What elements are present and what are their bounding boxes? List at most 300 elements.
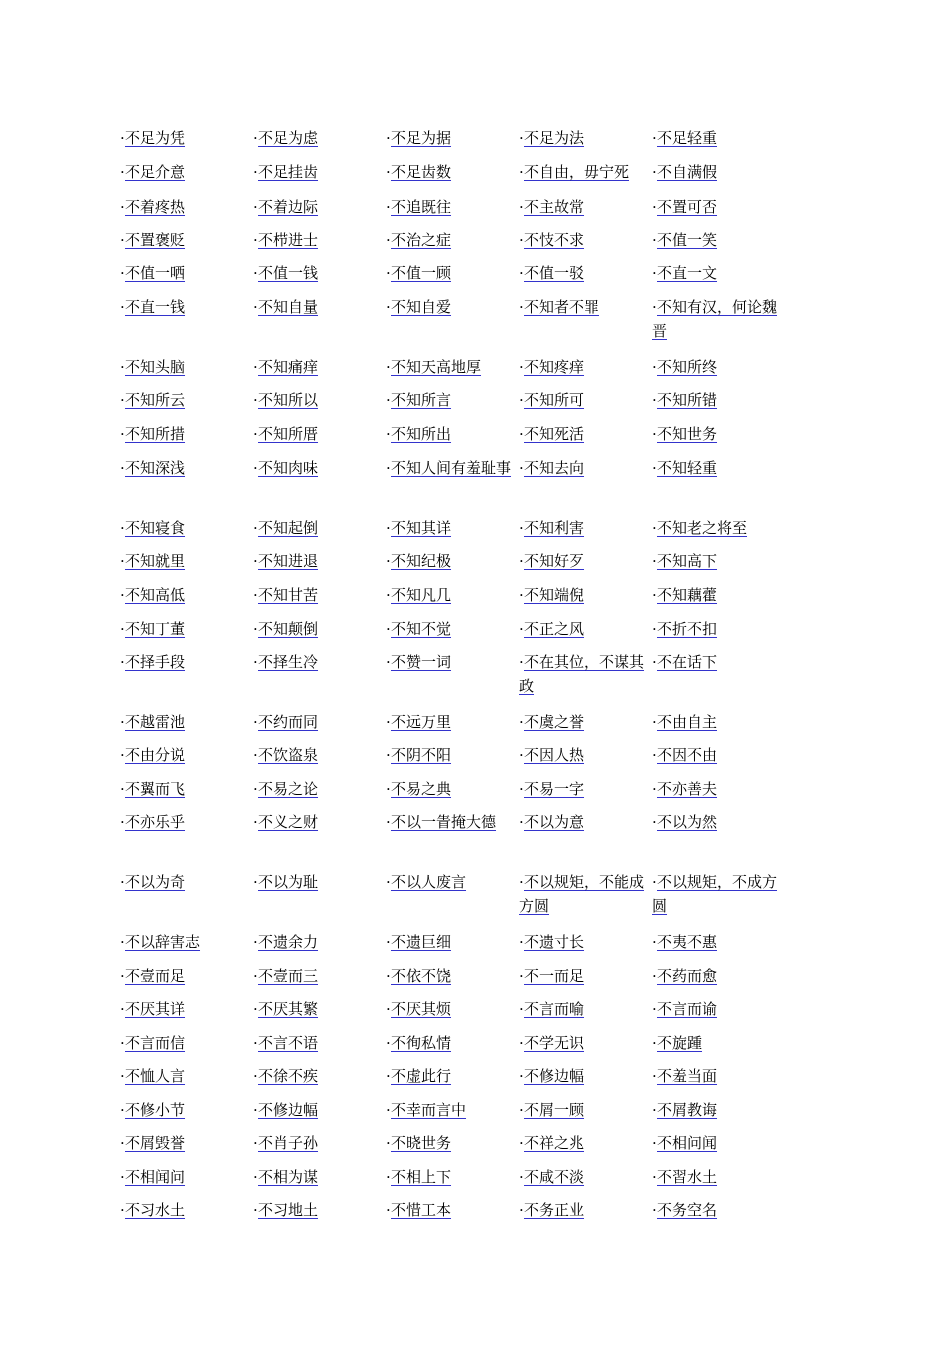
bullet: · <box>519 231 524 249</box>
idiom-link[interactable]: 不旋踵 <box>657 1034 703 1052</box>
idiom-link[interactable]: 不知所错 <box>657 391 718 409</box>
idiom-cell <box>652 516 785 540</box>
bullet: · <box>386 198 391 216</box>
bullet: · <box>386 391 391 409</box>
idiom-cell <box>386 870 519 918</box>
idiom-link[interactable]: 不知所出 <box>391 425 452 443</box>
idiom-cell <box>253 456 386 480</box>
idiom-link[interactable]: 不知高低 <box>125 586 186 604</box>
idiom-cell <box>386 617 519 641</box>
idiom-link[interactable]: 不足为法 <box>524 129 585 147</box>
idiom-cell <box>386 295 519 343</box>
bullet: · <box>120 459 125 477</box>
idiom-link[interactable]: 不以辞害志 <box>125 933 201 951</box>
idiom-link[interactable]: 不知好歹 <box>524 552 585 570</box>
idiom-link[interactable]: 不追既往 <box>391 198 452 216</box>
idiom-link[interactable]: 不知者不罪 <box>524 298 600 316</box>
idiom-link[interactable]: 不知起倒 <box>258 519 319 537</box>
idiom-cell <box>120 583 253 607</box>
idiom-link[interactable]: 不知天高地厚 <box>391 358 482 376</box>
idiom-link[interactable]: 不知老之将至 <box>657 519 748 537</box>
bullet: · <box>652 552 657 570</box>
idiom-link[interactable]: 不择手段 <box>125 653 186 671</box>
idiom-cell <box>253 126 386 150</box>
idiom-link[interactable]: 不值一驳 <box>524 264 585 282</box>
idiom-link[interactable]: 不惜工本 <box>391 1201 452 1219</box>
bullet: · <box>519 552 524 570</box>
idiom-link[interactable]: 不言而谕 <box>657 1000 718 1018</box>
idiom-link[interactable]: 不相闻问 <box>125 1168 186 1186</box>
idiom-cell <box>652 422 785 446</box>
bullet: · <box>386 1101 391 1119</box>
idiom-row <box>120 1165 785 1189</box>
idiom-cell <box>386 964 519 988</box>
idiom-link[interactable]: 不着疼热 <box>125 198 186 216</box>
idiom-link[interactable]: 不远万里 <box>391 713 452 731</box>
idiom-row <box>120 1131 785 1155</box>
bullet: · <box>519 1067 524 1085</box>
idiom-link[interactable]: 不在其位，不谋其政 <box>519 653 645 695</box>
bullet: · <box>120 1034 125 1052</box>
idiom-cell <box>253 870 386 918</box>
idiom-link[interactable]: 不由分说 <box>125 746 186 764</box>
idiom-link[interactable]: 不易一字 <box>524 780 585 798</box>
idiom-cell <box>120 1198 253 1222</box>
idiom-row <box>120 810 785 834</box>
bullet: · <box>652 933 657 951</box>
bullet: · <box>386 813 391 831</box>
bullet: · <box>386 1134 391 1152</box>
idiom-link[interactable]: 不越雷池 <box>125 713 186 731</box>
idiom-link[interactable]: 不恤人言 <box>125 1067 186 1085</box>
bullet: · <box>652 264 657 282</box>
idiom-row <box>120 997 785 1021</box>
bullet: · <box>652 129 657 147</box>
bullet: · <box>253 1034 258 1052</box>
bullet: · <box>519 620 524 638</box>
idiom-link[interactable]: 不知利害 <box>524 519 585 537</box>
idiom-link[interactable]: 不因不由 <box>657 746 718 764</box>
idiom-row <box>120 516 785 540</box>
idiom-link[interactable]: 不直一文 <box>657 264 718 282</box>
idiom-link[interactable]: 不因人热 <box>524 746 585 764</box>
idiom-cell <box>386 583 519 607</box>
idiom-cell <box>120 964 253 988</box>
idiom-link[interactable]: 不以规矩，不能成方圆 <box>519 873 645 915</box>
bullet: · <box>253 620 258 638</box>
idiom-link[interactable]: 不知疼痒 <box>524 358 585 376</box>
idiom-cell <box>519 422 652 446</box>
bullet: · <box>253 586 258 604</box>
idiom-row <box>120 870 785 918</box>
idiom-link[interactable]: 不相问闻 <box>657 1134 718 1152</box>
idiom-cell <box>253 228 386 252</box>
idiom-link[interactable]: 不翼而飞 <box>125 780 186 798</box>
idiom-row <box>120 295 785 343</box>
idiom-link[interactable]: 不修边幅 <box>524 1067 585 1085</box>
idiom-link[interactable]: 不易之典 <box>391 780 452 798</box>
idiom-cell <box>120 1031 253 1055</box>
idiom-cell <box>519 710 652 734</box>
idiom-cell <box>652 195 785 219</box>
idiom-link[interactable]: 不以规矩，不成方圆 <box>652 873 778 915</box>
idiom-link[interactable]: 不足为凭 <box>125 129 186 147</box>
idiom-link[interactable]: 不羞当面 <box>657 1067 718 1085</box>
idiom-link[interactable]: 不知所云 <box>125 391 186 409</box>
bullet: · <box>519 653 524 671</box>
idiom-cell <box>386 228 519 252</box>
idiom-link[interactable]: 不易之论 <box>258 780 319 798</box>
idiom-link[interactable]: 不务空名 <box>657 1201 718 1219</box>
idiom-link[interactable]: 不以人废言 <box>391 873 467 891</box>
idiom-link[interactable]: 不足挂齿 <box>258 163 319 181</box>
idiom-link[interactable]: 不知轻重 <box>657 459 718 477</box>
idiom-cell <box>253 964 386 988</box>
idiom-link[interactable]: 不阴不阳 <box>391 746 452 764</box>
idiom-link[interactable]: 不夷不惠 <box>657 933 718 951</box>
idiom-cell <box>519 870 652 918</box>
bullet: · <box>120 813 125 831</box>
idiom-link[interactable]: 不足介意 <box>125 163 186 181</box>
bullet: · <box>652 967 657 985</box>
idiom-link[interactable]: 不知死活 <box>524 425 585 443</box>
idiom-link[interactable]: 不习地土 <box>258 1201 319 1219</box>
idiom-link[interactable]: 不祥之兆 <box>524 1134 585 1152</box>
idiom-link[interactable]: 不知所以 <box>258 391 319 409</box>
bullet: · <box>652 519 657 537</box>
idiom-link[interactable]: 不值一顾 <box>391 264 452 282</box>
idiom-link[interactable]: 不知有汉，何论魏晋 <box>652 298 778 340</box>
idiom-cell <box>120 1131 253 1155</box>
idiom-link[interactable]: 不屑一顾 <box>524 1101 585 1119</box>
idiom-cell <box>253 388 386 412</box>
idiom-link[interactable]: 不知颠倒 <box>258 620 319 638</box>
bullet: · <box>652 1201 657 1219</box>
idiom-link[interactable]: 不足为据 <box>391 129 452 147</box>
idiom-cell <box>519 810 652 834</box>
bullet: · <box>253 813 258 831</box>
idiom-cell <box>519 1198 652 1222</box>
bullet: · <box>519 358 524 376</box>
bullet: · <box>519 519 524 537</box>
bullet: · <box>652 198 657 216</box>
bullet: · <box>652 620 657 638</box>
bullet: · <box>120 129 125 147</box>
bullet: · <box>120 231 125 249</box>
bullet: · <box>519 813 524 831</box>
idiom-cell <box>386 355 519 379</box>
idiom-link[interactable]: 不知头脑 <box>125 358 186 376</box>
bullet: · <box>120 1201 125 1219</box>
idiom-link[interactable]: 不主故常 <box>524 198 585 216</box>
bullet: · <box>120 425 125 443</box>
bullet: · <box>652 813 657 831</box>
idiom-row <box>120 160 785 184</box>
idiom-cell <box>652 160 785 184</box>
idiom-cell <box>519 743 652 767</box>
idiom-link[interactable]: 不徇私情 <box>391 1034 452 1052</box>
idiom-link[interactable]: 不知所可 <box>524 391 585 409</box>
idiom-link[interactable]: 不足为虑 <box>258 129 319 147</box>
idiom-link[interactable]: 不厌其繁 <box>258 1000 319 1018</box>
idiom-link[interactable]: 不饮盗泉 <box>258 746 319 764</box>
idiom-row <box>120 617 785 641</box>
idiom-link[interactable]: 不知纪极 <box>391 552 452 570</box>
bullet: · <box>120 746 125 764</box>
bullet: · <box>519 1201 524 1219</box>
idiom-cell <box>386 743 519 767</box>
idiom-link[interactable]: 不肖子孙 <box>258 1134 319 1152</box>
idiom-link[interactable]: 不一而足 <box>524 967 585 985</box>
bullet: · <box>519 198 524 216</box>
idiom-cell <box>253 355 386 379</box>
bullet: · <box>386 1201 391 1219</box>
idiom-row <box>120 650 785 698</box>
idiom-cell <box>120 261 253 285</box>
idiom-link[interactable]: 不知世务 <box>657 425 718 443</box>
idiom-cell <box>253 1198 386 1222</box>
idiom-cell <box>120 810 253 834</box>
idiom-link[interactable]: 不知痛痒 <box>258 358 319 376</box>
idiom-link[interactable]: 不由自主 <box>657 713 718 731</box>
idiom-link[interactable]: 不以为耻 <box>258 873 319 891</box>
idiom-link[interactable]: 不折不扣 <box>657 620 718 638</box>
idiom-link[interactable]: 不正之风 <box>524 620 585 638</box>
idiom-cell <box>652 777 785 801</box>
idiom-link[interactable]: 不以为意 <box>524 813 585 831</box>
idiom-link[interactable]: 不义之财 <box>258 813 319 831</box>
idiom-cell <box>519 228 652 252</box>
idiom-link[interactable]: 不知丁董 <box>125 620 186 638</box>
idiom-cell <box>253 710 386 734</box>
idiom-cell <box>386 195 519 219</box>
idiom-row <box>120 964 785 988</box>
idiom-cell <box>253 1031 386 1055</box>
idiom-link[interactable]: 不修小节 <box>125 1101 186 1119</box>
idiom-row <box>120 1031 785 1055</box>
idiom-link[interactable]: 不自满假 <box>657 163 718 181</box>
idiom-link[interactable]: 不以为奇 <box>125 873 186 891</box>
idiom-link[interactable]: 不徐不疾 <box>258 1067 319 1085</box>
idiom-link[interactable]: 不值一钱 <box>258 264 319 282</box>
idiom-link[interactable]: 不依不饶 <box>391 967 452 985</box>
idiom-cell <box>519 126 652 150</box>
idiom-cell <box>386 1131 519 1155</box>
bullet: · <box>652 231 657 249</box>
idiom-link[interactable]: 不亦善夫 <box>657 780 718 798</box>
idiom-cell <box>253 1098 386 1122</box>
idiom-cell <box>120 1064 253 1088</box>
idiom-cell <box>253 650 386 698</box>
idiom-link[interactable]: 不知自爱 <box>391 298 452 316</box>
idiom-link[interactable]: 不壹而足 <box>125 967 186 985</box>
idiom-link[interactable]: 不习水土 <box>125 1201 186 1219</box>
idiom-cell <box>652 295 785 343</box>
bullet: · <box>652 358 657 376</box>
idiom-link[interactable]: 不知高下 <box>657 552 718 570</box>
idiom-link[interactable]: 不知肉味 <box>258 459 319 477</box>
idiom-link[interactable]: 不赞一词 <box>391 653 452 671</box>
idiom-link[interactable]: 不知所终 <box>657 358 718 376</box>
idiom-link[interactable]: 不修边幅 <box>258 1101 319 1119</box>
bullet: · <box>253 519 258 537</box>
idiom-link[interactable]: 不虚此行 <box>391 1067 452 1085</box>
idiom-link[interactable]: 不知所言 <box>391 391 452 409</box>
idiom-link[interactable]: 不知自量 <box>258 298 319 316</box>
idiom-link[interactable]: 不直一钱 <box>125 298 186 316</box>
idiom-link[interactable]: 不厌其详 <box>125 1000 186 1018</box>
idiom-link[interactable]: 不以一眚掩大德 <box>391 813 497 831</box>
idiom-link[interactable]: 不置可否 <box>657 198 718 216</box>
idiom-link[interactable]: 不学无识 <box>524 1034 585 1052</box>
idiom-cell <box>386 1064 519 1088</box>
bullet: · <box>253 780 258 798</box>
bullet: · <box>386 163 391 181</box>
idiom-cell <box>652 1064 785 1088</box>
idiom-row <box>120 710 785 734</box>
idiom-link[interactable]: 不知就里 <box>125 552 186 570</box>
idiom-cell <box>386 710 519 734</box>
idiom-link[interactable]: 不習水土 <box>657 1168 718 1186</box>
idiom-link[interactable]: 不言不语 <box>258 1034 319 1052</box>
bullet: · <box>253 1000 258 1018</box>
bullet: · <box>253 653 258 671</box>
idiom-cell <box>386 388 519 412</box>
idiom-link[interactable]: 不咸不淡 <box>524 1168 585 1186</box>
idiom-link[interactable]: 不知藕藿 <box>657 586 718 604</box>
bullet: · <box>386 519 391 537</box>
bullet: · <box>519 1134 524 1152</box>
bullet: · <box>253 298 258 316</box>
bullet: · <box>386 873 391 891</box>
idiom-link[interactable]: 不知不觉 <box>391 620 452 638</box>
idiom-cell <box>652 1098 785 1122</box>
idiom-link[interactable]: 不幸而言中 <box>391 1101 467 1119</box>
idiom-link[interactable]: 不栉进士 <box>258 231 319 249</box>
idiom-cell <box>120 997 253 1021</box>
idiom-link[interactable]: 不治之症 <box>391 231 452 249</box>
idiom-link[interactable]: 不以为然 <box>657 813 718 831</box>
idiom-link[interactable]: 不在话下 <box>657 653 718 671</box>
bullet: · <box>519 873 524 891</box>
bullet: · <box>519 298 524 316</box>
bullet: · <box>652 1067 657 1085</box>
idiom-link[interactable]: 不值一哂 <box>125 264 186 282</box>
idiom-link[interactable]: 不遗余力 <box>258 933 319 951</box>
idiom-link[interactable]: 不亦乐乎 <box>125 813 186 831</box>
idiom-link[interactable]: 不忮不求 <box>524 231 585 249</box>
bullet: · <box>519 1034 524 1052</box>
idiom-row <box>120 261 785 285</box>
idiom-cell <box>386 549 519 573</box>
idiom-link[interactable]: 不知其详 <box>391 519 452 537</box>
idiom-link[interactable]: 不约而同 <box>258 713 319 731</box>
idiom-link[interactable]: 不相上下 <box>391 1168 452 1186</box>
bullet: · <box>253 358 258 376</box>
idiom-cell <box>386 810 519 834</box>
idiom-row <box>120 126 785 150</box>
idiom-link[interactable]: 不药而愈 <box>657 967 718 985</box>
idiom-cell <box>120 228 253 252</box>
bullet: · <box>652 391 657 409</box>
idiom-link[interactable]: 不自由，毋宁死 <box>524 163 630 181</box>
idiom-link[interactable]: 不知所厝 <box>258 425 319 443</box>
idiom-cell <box>652 650 785 698</box>
idiom-link[interactable]: 不知甘苦 <box>258 586 319 604</box>
idiom-link[interactable]: 不知深浅 <box>125 459 186 477</box>
bullet: · <box>253 129 258 147</box>
idiom-row <box>120 583 785 607</box>
bullet: · <box>386 129 391 147</box>
idiom-cell <box>253 261 386 285</box>
bullet: · <box>253 163 258 181</box>
idiom-row <box>120 777 785 801</box>
bullet: · <box>386 746 391 764</box>
idiom-link[interactable]: 不晓世务 <box>391 1134 452 1152</box>
bullet: · <box>253 1134 258 1152</box>
idiom-cell <box>120 295 253 343</box>
idiom-link[interactable]: 不知端倪 <box>524 586 585 604</box>
idiom-cell <box>120 516 253 540</box>
idiom-link[interactable]: 不相为谋 <box>258 1168 319 1186</box>
idiom-link[interactable]: 不言而喻 <box>524 1000 585 1018</box>
idiom-link[interactable]: 不遗寸长 <box>524 933 585 951</box>
idiom-link[interactable]: 不知进退 <box>258 552 319 570</box>
idiom-link[interactable]: 不着边际 <box>258 198 319 216</box>
bullet: · <box>652 653 657 671</box>
idiom-link[interactable]: 不屑教诲 <box>657 1101 718 1119</box>
idiom-link[interactable]: 不足齿数 <box>391 163 452 181</box>
bullet: · <box>652 1034 657 1052</box>
idiom-cell <box>120 1098 253 1122</box>
bullet: · <box>386 264 391 282</box>
idiom-cell <box>386 261 519 285</box>
idiom-link[interactable]: 不务正业 <box>524 1201 585 1219</box>
bullet: · <box>386 552 391 570</box>
idiom-link[interactable]: 不壹而三 <box>258 967 319 985</box>
idiom-link[interactable]: 不遗巨细 <box>391 933 452 951</box>
idiom-cell <box>386 516 519 540</box>
idiom-cell <box>519 355 652 379</box>
idiom-link[interactable]: 不知凡几 <box>391 586 452 604</box>
idiom-link[interactable]: 不言而信 <box>125 1034 186 1052</box>
idiom-cell <box>519 964 652 988</box>
idiom-cell <box>120 930 253 954</box>
idiom-link[interactable]: 不置褒贬 <box>125 231 186 249</box>
idiom-cell <box>652 964 785 988</box>
bullet: · <box>253 198 258 216</box>
idiom-cell <box>253 617 386 641</box>
idiom-cell <box>386 422 519 446</box>
idiom-link[interactable]: 不知寝食 <box>125 519 186 537</box>
bullet: · <box>386 933 391 951</box>
idiom-link[interactable]: 不择生冷 <box>258 653 319 671</box>
idiom-link[interactable]: 不足轻重 <box>657 129 718 147</box>
bullet: · <box>652 459 657 477</box>
bullet: · <box>120 620 125 638</box>
idiom-row <box>120 422 785 446</box>
idiom-link[interactable]: 不厌其烦 <box>391 1000 452 1018</box>
idiom-link[interactable]: 不屑毁誉 <box>125 1134 186 1152</box>
idiom-link[interactable]: 不虞之誉 <box>524 713 585 731</box>
idiom-cell <box>253 422 386 446</box>
idiom-link[interactable]: 不知人间有羞耻事 <box>391 459 512 477</box>
bullet: · <box>253 933 258 951</box>
idiom-link[interactable]: 不值一笑 <box>657 231 718 249</box>
idiom-cell <box>519 1165 652 1189</box>
idiom-link[interactable]: 不知去向 <box>524 459 585 477</box>
idiom-link[interactable]: 不知所措 <box>125 425 186 443</box>
